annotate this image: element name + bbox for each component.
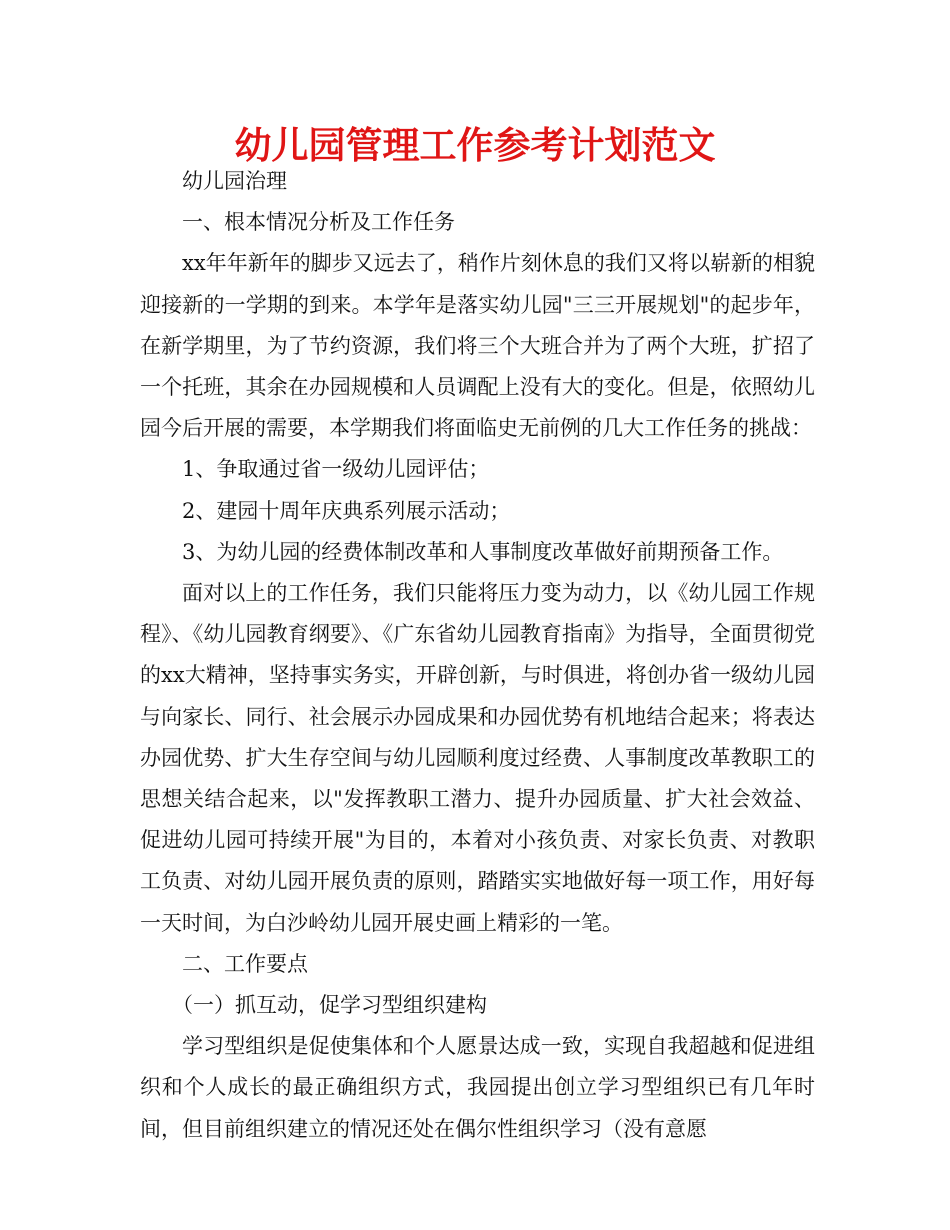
section-heading: 一、根本情况分析及工作任务 [182, 210, 455, 235]
body-paragraph: 学习型组织是促使集体和个人愿景达成一致，实现自我超越和促进组织和个人成长的最正确组织方式，我园提出创立学习型组织已有几年时间，但目前组织建立的情况还处在偶尔性组织学习（没有意愿 [140, 1034, 815, 1141]
body-paragraph: xx年年新年的脚步又远去了，稍作片刻休息的我们又将以崭新的相貌迎接新的一学期的到来。本学年是落实幼儿园"三三开展规划"的起步年，在新学期里，为了节约资源，我们将三个大班合并为了两个大班，扩招了一个托班，其余在办园规模和人员调配上没有大的变化。但是，依照幼儿园今后开展的需要，本学期我们将面临史无前例的几大工作任务的挑战： [140, 251, 815, 441]
document-title: 幼儿园管理工作参考计划范文 [234, 124, 716, 167]
document-body [140, 161, 815, 1150]
list-item: 3、为幼儿园的经费体制改革和人事制度改革做好前期预备工作。 [182, 539, 784, 564]
list-item: 1、争取通过省一级幼儿园评估； [182, 457, 490, 482]
section-heading: 幼儿园治理 [182, 169, 287, 193]
section-heading: 二、工作要点 [182, 951, 308, 976]
list-item: 2、建园十周年庆典系列展示活动； [182, 498, 511, 523]
body-paragraph: 面对以上的工作任务，我们只能将压力变为动力，以《幼儿园工作规程》、《幼儿园教育纲要》、《广东省幼儿园教育指南》为指导，全面贯彻党的xx大精神，坚持事实务实，开辟创新，与时俱进，将创办省一级幼儿园与向家长、同行、社会展示办园成果和办园优势有机地结合起来；将表达办园优势、扩大生存空间与幼儿园顺利度过经费、人事制度改革教职工的思想关结合起来，以"发挥教职工潜力、提升办园质量、扩大社会效益、促进幼儿园可持续开展"为目的，本着对小孩负责、对家长负责、对教职工负责、对幼儿园开展负责的原则，踏踏实实地做好每一项工作，用好每一天时间，为白沙岭幼儿园开展史画上精彩的一笔。 [140, 581, 815, 935]
subsection-heading: （一）抓互动，促学习型组织建构 [172, 993, 487, 1018]
